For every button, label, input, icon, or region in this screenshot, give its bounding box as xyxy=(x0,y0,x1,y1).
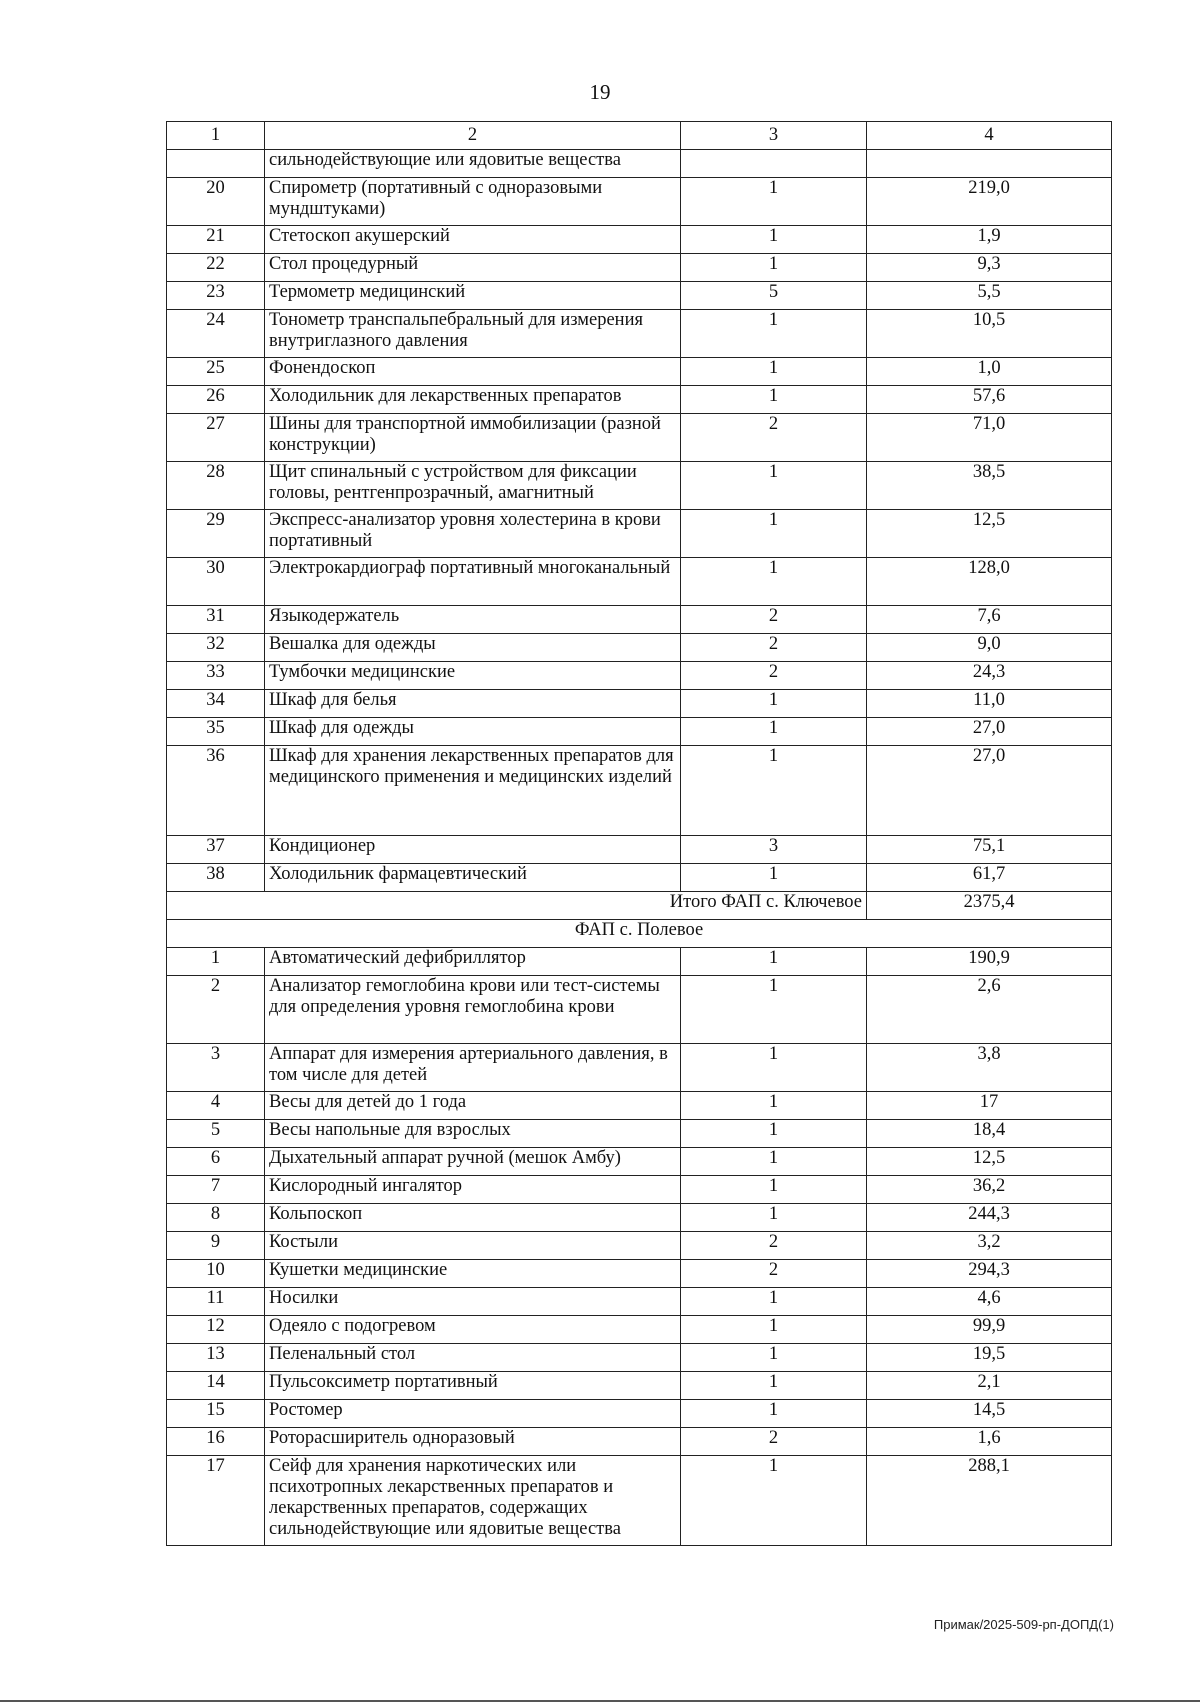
item-value: 7,6 xyxy=(867,606,1112,634)
table-row xyxy=(167,718,1112,746)
item-quantity: 1 xyxy=(681,1288,867,1316)
total-label: Итого ФАП с. Ключевое xyxy=(167,892,867,920)
table-row xyxy=(167,254,1112,282)
item-name: Ростомер xyxy=(265,1400,681,1428)
item-name: Термометр медицинский xyxy=(265,282,681,310)
item-number: 13 xyxy=(167,1344,265,1372)
item-name: Роторасширитель одноразовый xyxy=(265,1428,681,1456)
continuation-qty-cell xyxy=(681,150,867,178)
item-value: 19,5 xyxy=(867,1344,1112,1372)
item-number: 17 xyxy=(167,1456,265,1546)
item-quantity: 1 xyxy=(681,690,867,718)
item-name: Шины для транспортной иммобилизации (разной конструкции) xyxy=(265,414,681,462)
item-quantity: 1 xyxy=(681,226,867,254)
item-number: 14 xyxy=(167,1372,265,1400)
item-name: Стетоскоп акушерский xyxy=(265,226,681,254)
item-name: Аппарат для измерения артериального давления, в том числе для детей xyxy=(265,1044,681,1092)
table-row xyxy=(167,178,1112,226)
item-number: 5 xyxy=(167,1120,265,1148)
section-header-row xyxy=(167,920,1112,948)
item-value: 18,4 xyxy=(867,1120,1112,1148)
item-number: 3 xyxy=(167,1044,265,1092)
item-name: Экспресс-анализатор уровня холестерина в крови портативный xyxy=(265,510,681,558)
item-name: Кольпоскоп xyxy=(265,1204,681,1232)
item-value: 3,8 xyxy=(867,1044,1112,1092)
item-quantity: 1 xyxy=(681,1372,867,1400)
item-value: 99,9 xyxy=(867,1316,1112,1344)
item-number: 4 xyxy=(167,1092,265,1120)
item-name: Кушетки медицинские xyxy=(265,1260,681,1288)
table-row xyxy=(167,358,1112,386)
item-value: 190,9 xyxy=(867,948,1112,976)
item-quantity: 1 xyxy=(681,254,867,282)
continuation-name-cell: сильнодействующие или ядовитые вещества xyxy=(265,150,681,178)
item-value: 4,6 xyxy=(867,1288,1112,1316)
item-value: 288,1 xyxy=(867,1456,1112,1546)
item-number: 9 xyxy=(167,1232,265,1260)
table-row xyxy=(167,414,1112,462)
item-number: 1 xyxy=(167,948,265,976)
item-quantity: 1 xyxy=(681,310,867,358)
item-quantity: 1 xyxy=(681,1400,867,1428)
item-number: 35 xyxy=(167,718,265,746)
item-quantity: 1 xyxy=(681,948,867,976)
table-row xyxy=(167,1260,1112,1288)
item-value: 57,6 xyxy=(867,386,1112,414)
item-value: 294,3 xyxy=(867,1260,1112,1288)
item-value: 9,0 xyxy=(867,634,1112,662)
item-number: 11 xyxy=(167,1288,265,1316)
item-quantity: 1 xyxy=(681,358,867,386)
table-row xyxy=(167,690,1112,718)
item-quantity: 1 xyxy=(681,1120,867,1148)
total-value: 2375,4 xyxy=(867,892,1112,920)
table-row xyxy=(167,864,1112,892)
table-row xyxy=(167,1400,1112,1428)
item-number: 22 xyxy=(167,254,265,282)
item-name: Щит спинальный с устройством для фиксации головы, рентгенпрозрачный, амагнитный xyxy=(265,462,681,510)
item-number: 30 xyxy=(167,558,265,606)
item-value: 1,6 xyxy=(867,1428,1112,1456)
item-number: 32 xyxy=(167,634,265,662)
item-name: Шкаф для хранения лекарственных препаратов для медицинского применения и медицинских изделий xyxy=(265,746,681,836)
item-name: Шкаф для белья xyxy=(265,690,681,718)
equipment-table-body xyxy=(167,122,1112,1546)
item-quantity: 1 xyxy=(681,1148,867,1176)
item-quantity: 1 xyxy=(681,864,867,892)
item-name: Шкаф для одежды xyxy=(265,718,681,746)
item-value: 10,5 xyxy=(867,310,1112,358)
table-row xyxy=(167,746,1112,836)
item-name: Дыхательный аппарат ручной (мешок Амбу) xyxy=(265,1148,681,1176)
table-row xyxy=(167,1044,1112,1092)
item-quantity: 1 xyxy=(681,1344,867,1372)
table-row xyxy=(167,1428,1112,1456)
item-name: Кондиционер xyxy=(265,836,681,864)
item-number: 20 xyxy=(167,178,265,226)
item-number: 6 xyxy=(167,1148,265,1176)
item-value: 1,0 xyxy=(867,358,1112,386)
table-row xyxy=(167,948,1112,976)
item-value: 38,5 xyxy=(867,462,1112,510)
item-value: 2,1 xyxy=(867,1372,1112,1400)
item-value: 1,9 xyxy=(867,226,1112,254)
item-number: 2 xyxy=(167,976,265,1044)
table-row xyxy=(167,976,1112,1044)
item-number: 24 xyxy=(167,310,265,358)
item-number: 12 xyxy=(167,1316,265,1344)
item-quantity: 2 xyxy=(681,1428,867,1456)
item-quantity: 2 xyxy=(681,1260,867,1288)
item-name: Пульсоксиметр портативный xyxy=(265,1372,681,1400)
item-quantity: 2 xyxy=(681,414,867,462)
item-value: 12,5 xyxy=(867,510,1112,558)
table-row xyxy=(167,1456,1112,1546)
item-value: 27,0 xyxy=(867,746,1112,836)
table-row xyxy=(167,1176,1112,1204)
item-name: Электрокардиограф портативный многоканальный xyxy=(265,558,681,606)
item-quantity: 1 xyxy=(681,746,867,836)
item-value: 244,3 xyxy=(867,1204,1112,1232)
table-row xyxy=(167,1148,1112,1176)
item-quantity: 2 xyxy=(681,1232,867,1260)
table-row xyxy=(167,226,1112,254)
table-row xyxy=(167,386,1112,414)
item-quantity: 2 xyxy=(681,606,867,634)
item-name: Сейф для хранения наркотических или психотропных лекарственных препаратов и лекарственных препаратов, содержащих сильнодействующие или ядовитые вещества xyxy=(265,1456,681,1546)
item-value: 75,1 xyxy=(867,836,1112,864)
item-value: 27,0 xyxy=(867,718,1112,746)
item-number: 23 xyxy=(167,282,265,310)
bottom-rule xyxy=(0,1700,1200,1702)
table-row xyxy=(167,510,1112,558)
item-number: 33 xyxy=(167,662,265,690)
item-quantity: 1 xyxy=(681,510,867,558)
item-quantity: 1 xyxy=(681,462,867,510)
item-name: Фонендоскоп xyxy=(265,358,681,386)
item-name: Костыли xyxy=(265,1232,681,1260)
item-name: Весы для детей до 1 года xyxy=(265,1092,681,1120)
item-value: 71,0 xyxy=(867,414,1112,462)
column-number-4: 4 xyxy=(867,122,1112,150)
column-number-2: 2 xyxy=(265,122,681,150)
table-row xyxy=(167,1288,1112,1316)
item-quantity: 1 xyxy=(681,718,867,746)
total-row xyxy=(167,892,1112,920)
item-value: 5,5 xyxy=(867,282,1112,310)
table-row xyxy=(167,1204,1112,1232)
item-name: Тонометр транспальпебральный для измерения внутриглазного давления xyxy=(265,310,681,358)
column-number-3: 3 xyxy=(681,122,867,150)
item-value: 2,6 xyxy=(867,976,1112,1044)
table-row xyxy=(167,282,1112,310)
item-number: 25 xyxy=(167,358,265,386)
item-name: Холодильник для лекарственных препаратов xyxy=(265,386,681,414)
continuation-value-cell xyxy=(867,150,1112,178)
item-name: Пеленальный стол xyxy=(265,1344,681,1372)
item-number: 7 xyxy=(167,1176,265,1204)
item-name: Кислородный ингалятор xyxy=(265,1176,681,1204)
item-number: 31 xyxy=(167,606,265,634)
table-row xyxy=(167,1232,1112,1260)
table-row xyxy=(167,462,1112,510)
page-number: 19 xyxy=(589,80,611,104)
item-number: 15 xyxy=(167,1400,265,1428)
item-value: 12,5 xyxy=(867,1148,1112,1176)
item-number: 21 xyxy=(167,226,265,254)
table-row xyxy=(167,606,1112,634)
item-number: 16 xyxy=(167,1428,265,1456)
item-quantity: 1 xyxy=(681,178,867,226)
table-row xyxy=(167,634,1112,662)
item-name: Весы напольные для взрослых xyxy=(265,1120,681,1148)
table-row xyxy=(167,1372,1112,1400)
item-name: Вешалка для одежды xyxy=(265,634,681,662)
item-value: 17 xyxy=(867,1092,1112,1120)
item-number: 27 xyxy=(167,414,265,462)
item-value: 128,0 xyxy=(867,558,1112,606)
item-number: 8 xyxy=(167,1204,265,1232)
item-value: 219,0 xyxy=(867,178,1112,226)
table-row xyxy=(167,1092,1112,1120)
item-quantity: 1 xyxy=(681,1316,867,1344)
continuation-num-cell xyxy=(167,150,265,178)
item-name: Языкодержатель xyxy=(265,606,681,634)
item-quantity: 5 xyxy=(681,282,867,310)
item-name: Стол процедурный xyxy=(265,254,681,282)
item-name: Холодильник фармацевтический xyxy=(265,864,681,892)
item-quantity: 2 xyxy=(681,634,867,662)
table-row xyxy=(167,1316,1112,1344)
item-number: 28 xyxy=(167,462,265,510)
item-quantity: 1 xyxy=(681,976,867,1044)
table-row xyxy=(167,310,1112,358)
item-quantity: 1 xyxy=(681,1092,867,1120)
item-quantity: 2 xyxy=(681,662,867,690)
table-row xyxy=(167,836,1112,864)
item-value: 3,2 xyxy=(867,1232,1112,1260)
item-name: Тумбочки медицинские xyxy=(265,662,681,690)
item-name: Автоматический дефибриллятор xyxy=(265,948,681,976)
item-number: 36 xyxy=(167,746,265,836)
item-name: Одеяло с подогревом xyxy=(265,1316,681,1344)
item-quantity: 1 xyxy=(681,1456,867,1546)
continuation-row xyxy=(167,150,1112,178)
item-quantity: 1 xyxy=(681,1204,867,1232)
column-number-1: 1 xyxy=(167,122,265,150)
table-row xyxy=(167,558,1112,606)
item-value: 9,3 xyxy=(867,254,1112,282)
table-row xyxy=(167,1120,1112,1148)
table-row xyxy=(167,1344,1112,1372)
item-number: 34 xyxy=(167,690,265,718)
item-number: 26 xyxy=(167,386,265,414)
table-row xyxy=(167,662,1112,690)
item-value: 61,7 xyxy=(867,864,1112,892)
item-number: 10 xyxy=(167,1260,265,1288)
item-quantity: 1 xyxy=(681,558,867,606)
equipment-table xyxy=(166,121,1112,1546)
item-name: Спирометр (портативный с одноразовыми мундштуками) xyxy=(265,178,681,226)
item-value: 36,2 xyxy=(867,1176,1112,1204)
item-value: 11,0 xyxy=(867,690,1112,718)
item-quantity: 1 xyxy=(681,1044,867,1092)
item-value: 14,5 xyxy=(867,1400,1112,1428)
item-name: Анализатор гемоглобина крови или тест-системы для определения уровня гемоглобина крови xyxy=(265,976,681,1044)
item-quantity: 3 xyxy=(681,836,867,864)
item-name: Носилки xyxy=(265,1288,681,1316)
item-quantity: 1 xyxy=(681,386,867,414)
item-number: 38 xyxy=(167,864,265,892)
document-code: Примак/2025-509-рп-ДОПД(1) xyxy=(933,1617,1114,1632)
section-title: ФАП с. Полевое xyxy=(167,920,1112,948)
item-number: 37 xyxy=(167,836,265,864)
item-value: 24,3 xyxy=(867,662,1112,690)
column-number-row xyxy=(167,122,1112,150)
item-quantity: 1 xyxy=(681,1176,867,1204)
item-number: 29 xyxy=(167,510,265,558)
